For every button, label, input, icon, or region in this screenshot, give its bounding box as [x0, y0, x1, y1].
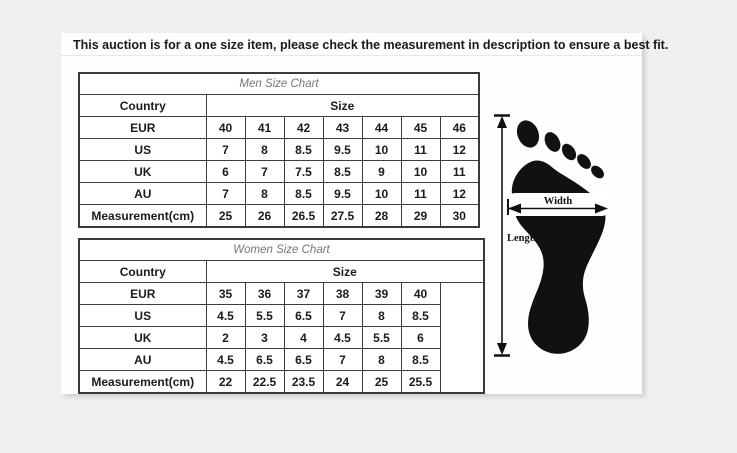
size-value: 26.5 — [284, 205, 323, 228]
size-value: 9.5 — [323, 183, 362, 205]
women-size-chart-table — [78, 238, 485, 394]
row-label: Measurement(cm) — [79, 371, 206, 394]
size-value: 7.5 — [284, 161, 323, 183]
size-value: 7 — [245, 161, 284, 183]
table-row — [79, 205, 479, 228]
size-value: 6.5 — [245, 349, 284, 371]
size-value: 7 — [206, 183, 245, 205]
country-header: Country — [79, 95, 206, 117]
size-value: 10 — [362, 139, 401, 161]
toe — [589, 163, 607, 181]
size-value: 4.5 — [323, 327, 362, 349]
men-chart-title: Men Size Chart — [79, 73, 479, 95]
table-header-row — [79, 261, 484, 283]
size-value: 23.5 — [284, 371, 323, 394]
table-row — [79, 327, 484, 349]
size-value: 10 — [362, 183, 401, 205]
width-dimension-arrow — [505, 193, 613, 216]
size-value: 41 — [245, 117, 284, 139]
table-row — [79, 283, 484, 305]
size-value: 5.5 — [362, 327, 401, 349]
size-value: 42 — [284, 117, 323, 139]
size-value: 8 — [245, 139, 284, 161]
toe — [574, 151, 593, 171]
row-label: EUR — [79, 117, 206, 139]
size-value: 24 — [323, 371, 362, 394]
size-value: 22.5 — [245, 371, 284, 394]
size-value: 11 — [440, 161, 479, 183]
foot-measurement-diagram — [488, 100, 645, 360]
size-value: 27.5 — [323, 205, 362, 228]
size-value: 43 — [323, 117, 362, 139]
size-value: 6 — [401, 327, 440, 349]
row-label: UK — [79, 327, 206, 349]
size-value: 36 — [245, 283, 284, 305]
size-value: 26 — [245, 205, 284, 228]
size-value: 11 — [401, 183, 440, 205]
row-label: US — [79, 139, 206, 161]
table-title-row — [79, 239, 484, 261]
women-chart-title: Women Size Chart — [79, 239, 484, 261]
size-value: 40 — [206, 117, 245, 139]
size-value: 12 — [440, 183, 479, 205]
country-header: Country — [79, 261, 206, 283]
size-value: 37 — [284, 283, 323, 305]
size-value: 22 — [206, 371, 245, 394]
size-value: 38 — [323, 283, 362, 305]
size-value: 6.5 — [284, 349, 323, 371]
size-value: 35 — [206, 283, 245, 305]
size-header: Size — [206, 95, 479, 117]
table-header-row — [79, 95, 479, 117]
size-value: 8.5 — [323, 161, 362, 183]
table-row — [79, 183, 479, 205]
row-label: AU — [79, 349, 206, 371]
size-value: 11 — [401, 139, 440, 161]
size-value: 25 — [206, 205, 245, 228]
table-row — [79, 139, 479, 161]
foot-body — [512, 160, 606, 353]
size-value: 28 — [362, 205, 401, 228]
row-label: US — [79, 305, 206, 327]
men-size-chart-table — [78, 72, 480, 228]
size-value: 8 — [245, 183, 284, 205]
size-value: 2 — [206, 327, 245, 349]
size-value: 4.5 — [206, 349, 245, 371]
table-row — [79, 349, 484, 371]
size-value: 4 — [284, 327, 323, 349]
size-value: 45 — [401, 117, 440, 139]
size-value: 8 — [362, 349, 401, 371]
empty-cell — [440, 283, 484, 394]
size-value: 8 — [362, 305, 401, 327]
size-value: 9.5 — [323, 139, 362, 161]
toe — [541, 129, 563, 154]
table-row — [79, 161, 479, 183]
size-value: 30 — [440, 205, 479, 228]
size-value: 8.5 — [284, 139, 323, 161]
size-value: 7 — [323, 305, 362, 327]
size-value: 25 — [362, 371, 401, 394]
size-value: 40 — [401, 283, 440, 305]
row-label: Measurement(cm) — [79, 205, 206, 228]
size-value: 10 — [401, 161, 440, 183]
size-value: 29 — [401, 205, 440, 228]
size-header: Size — [206, 261, 484, 283]
length-label: Length — [507, 233, 540, 244]
row-label: EUR — [79, 283, 206, 305]
size-value: 9 — [362, 161, 401, 183]
table-title-row — [79, 73, 479, 95]
size-value: 25.5 — [401, 371, 440, 394]
table-row — [79, 371, 484, 394]
size-value: 6 — [206, 161, 245, 183]
size-value: 7 — [206, 139, 245, 161]
size-value: 8.5 — [401, 349, 440, 371]
size-value: 8.5 — [284, 183, 323, 205]
row-label: AU — [79, 183, 206, 205]
size-value: 46 — [440, 117, 479, 139]
size-value: 6.5 — [284, 305, 323, 327]
toe — [559, 141, 579, 163]
table-row — [79, 117, 479, 139]
size-value: 4.5 — [206, 305, 245, 327]
size-value: 39 — [362, 283, 401, 305]
table-row — [79, 305, 484, 327]
size-value: 44 — [362, 117, 401, 139]
big-toe — [513, 117, 543, 151]
size-value: 5.5 — [245, 305, 284, 327]
auction-notice-text: This auction is for a one size item, please check the measurement in description to ensure a best fit. — [61, 33, 642, 56]
size-value: 7 — [323, 349, 362, 371]
row-label: UK — [79, 161, 206, 183]
size-value: 3 — [245, 327, 284, 349]
size-value: 8.5 — [401, 305, 440, 327]
width-label: Width — [543, 196, 573, 207]
size-value: 12 — [440, 139, 479, 161]
